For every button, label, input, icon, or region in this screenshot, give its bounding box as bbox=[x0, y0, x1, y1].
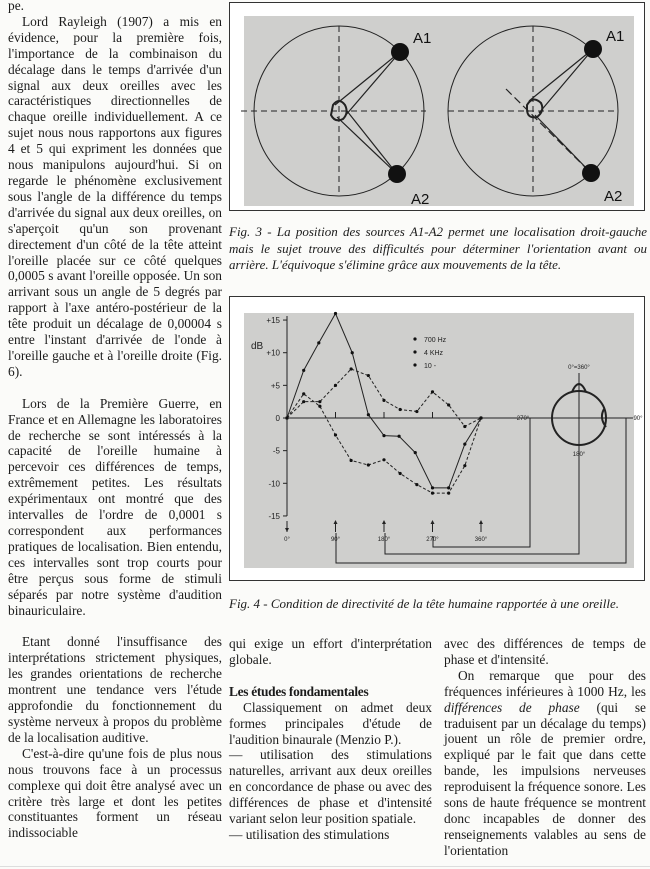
data-point bbox=[367, 463, 370, 466]
emphasis: différences de phase bbox=[444, 699, 580, 715]
y-tick-label: +15 bbox=[266, 316, 280, 326]
page-edge bbox=[0, 866, 650, 867]
x-tick-label: 0° bbox=[284, 537, 290, 543]
data-point bbox=[414, 451, 417, 454]
data-point bbox=[367, 413, 370, 416]
paragraph: — utilisation des stimulations bbox=[229, 826, 390, 842]
paragraph: Lors de la Première Guerre, en France et en Allemagne les laboratoires de recherche se sont intéressés à la capacité de l'oreille humaine à percevoir ces différences de temps, extrêmement petites. Les résultats expérimentaux ont montré que des intervalles de l'ordre de 0,0001 s correspondent aux performances pratiques de localisation. Bien entendu, ces intervalles sont trop courts pour être perçus sous forme de stimuli séparés par notre système d'audition binauriculaire. bbox=[8, 395, 222, 618]
label-a1: A1 bbox=[413, 30, 432, 47]
data-point bbox=[334, 312, 337, 315]
data-point bbox=[350, 459, 353, 462]
data-point bbox=[334, 384, 337, 387]
paragraph bbox=[444, 668, 646, 859]
text-run: On remarque que pour des fréquences inférieures à 1000 Hz, les bbox=[444, 667, 646, 699]
data-point bbox=[350, 367, 353, 370]
source-a1-dot bbox=[391, 43, 409, 61]
data-point bbox=[302, 392, 305, 395]
right-column bbox=[444, 636, 646, 859]
legend-label: 700 Hz bbox=[424, 337, 447, 344]
fig4-chart bbox=[230, 297, 644, 580]
y-tick-label: +5 bbox=[270, 381, 280, 391]
data-point bbox=[463, 443, 466, 446]
data-point bbox=[431, 390, 434, 393]
data-point bbox=[367, 374, 370, 377]
label-a2: A2 bbox=[411, 191, 430, 208]
data-point bbox=[415, 483, 418, 486]
data-point bbox=[397, 435, 400, 438]
paragraph: C'est-à-dire qu'une fois de plus nous nous trouvons face à un processus complexe qui doit être analysé avec un critère très large et dont les petites constituantes forment un réseau indissociable bbox=[8, 745, 222, 841]
data-point bbox=[431, 486, 434, 489]
y-tick-label: -5 bbox=[272, 446, 280, 456]
data-point bbox=[447, 403, 450, 406]
y-axis-label: dB bbox=[251, 341, 264, 352]
head-label-left: 270° bbox=[516, 416, 530, 422]
section-heading: Les études fondamentales bbox=[229, 683, 369, 699]
data-point bbox=[431, 491, 434, 494]
y-tick-label: -15 bbox=[268, 511, 280, 521]
data-point bbox=[382, 399, 385, 402]
paragraph: qui exige un effort d'interprétation globale. bbox=[229, 636, 432, 667]
data-point bbox=[318, 405, 321, 408]
text-run: (qui se traduisent par un décalage du temps) jouent un rôle de premier ordre, expliqué par le fait que dans cette bande, les impulsions nerveuses reproduisent la fréquence sonore. Les sons de haute fréquence se montrent donc incapables de donner des renseignements valables au sens de l'orientation bbox=[444, 699, 646, 858]
paragraph: — utilisation des stimulations naturelles, arrivant aux deux oreilles en concordance de phase ou avec des différences de phase et d'intensité variant selon leur position spatiale. bbox=[229, 747, 432, 827]
label-a1: A1 bbox=[606, 28, 625, 45]
y-tick-label: -10 bbox=[268, 479, 280, 489]
data-point bbox=[447, 486, 450, 489]
data-point bbox=[447, 491, 450, 494]
y-tick-label: +10 bbox=[266, 348, 280, 358]
data-point bbox=[399, 408, 402, 411]
data-point bbox=[318, 400, 321, 403]
paragraph: Etant donné l'insuffisance des interprétations strictement physiques, les grandes orientations de recherche montrent une tendance vers l'étude approfondie du fonctionnement du système nerveux à propos du problème de la localisation auditive. bbox=[8, 634, 222, 745]
source-a2-dot bbox=[388, 165, 406, 183]
y-tick-label: 0 bbox=[275, 414, 280, 423]
head-label-front: 0°=360° bbox=[568, 365, 590, 371]
data-point bbox=[463, 425, 466, 428]
x-tick-label: 180° bbox=[377, 537, 391, 543]
middle-column bbox=[229, 636, 432, 843]
data-point bbox=[302, 400, 305, 403]
paragraph: avec des différences de temps de phase et d'intensité. bbox=[444, 636, 646, 667]
legend-label: 10 - bbox=[424, 363, 437, 370]
data-point bbox=[302, 369, 305, 372]
x-tick-label: 360° bbox=[474, 537, 488, 543]
source-a1-dot bbox=[584, 40, 602, 58]
head-label-right: 90° bbox=[633, 416, 643, 422]
data-point bbox=[399, 472, 402, 475]
data-point bbox=[334, 433, 337, 436]
data-point bbox=[479, 416, 482, 419]
legend-marker bbox=[413, 363, 416, 366]
figure-3 bbox=[229, 2, 645, 211]
x-tick-label: 90° bbox=[330, 537, 341, 543]
data-point bbox=[382, 434, 385, 437]
legend-marker bbox=[413, 350, 416, 353]
data-point bbox=[415, 410, 418, 413]
data-point bbox=[463, 464, 466, 467]
legend-marker bbox=[413, 337, 416, 340]
data-point bbox=[317, 341, 320, 344]
fig4-caption: Fig. 4 - Condition de directivité de la tête humaine rapportée à une oreille. bbox=[229, 596, 620, 611]
paragraph: pe. bbox=[8, 0, 24, 13]
figure-4 bbox=[229, 296, 645, 581]
fig3-caption: Fig. 3 - La position des sources A1-A2 permet une localisation droit-gauche mais le sujet trouve des difficultés pour déterminer l'orientation avant ou arrière. L'équivoque s'élimine grâce aux mouvements de la tête. bbox=[229, 224, 647, 272]
x-tick-label: 270° bbox=[426, 537, 439, 543]
fig3-diagram bbox=[230, 3, 644, 210]
paragraph: Classiquement on admet deux formes principales d'étude de l'audition binaurale (Menzio P.). bbox=[229, 699, 432, 747]
legend-label: 4 KHz bbox=[424, 350, 444, 357]
paragraph: Lord Rayleigh (1907) a mis en évidence, pour la première fois, l'importance de la combinaison du décalage dans le temps d'arrivée d'un signal aux deux oreilles avec les caractéristiques directionnelles de chaque oreille individuellement. A ce sujet nous nous rapportons aux figures 4 et 5 qui expriment les données que nous manipulons aujourd'hui. Si on regarde le phénomène exclusivement sous l'angle de la différence du temps d'arrivée du signal aux deux oreilles, on s'aperçoit qu'un son provenant directement d'un côté de la tête atteint l'oreille placée sur ce côté quelques 0,0005 s avant l'oreille opposée. Un son arrivant sous un angle de 5 degrés par rapport à l'axe antéro-postérieur de la tête produit un décalage de 0,00004 s entre l'instant d'arrivée de l'onde à l'oreille gauche et à l'oreille droite (Fig. 6). bbox=[8, 13, 222, 379]
label-a2: A2 bbox=[604, 188, 623, 205]
head-label-back: 180° bbox=[572, 452, 586, 458]
left-column bbox=[8, 0, 222, 841]
data-point bbox=[285, 416, 288, 419]
source-a2-dot bbox=[582, 164, 600, 182]
data-point bbox=[351, 351, 354, 354]
data-point bbox=[382, 458, 385, 461]
